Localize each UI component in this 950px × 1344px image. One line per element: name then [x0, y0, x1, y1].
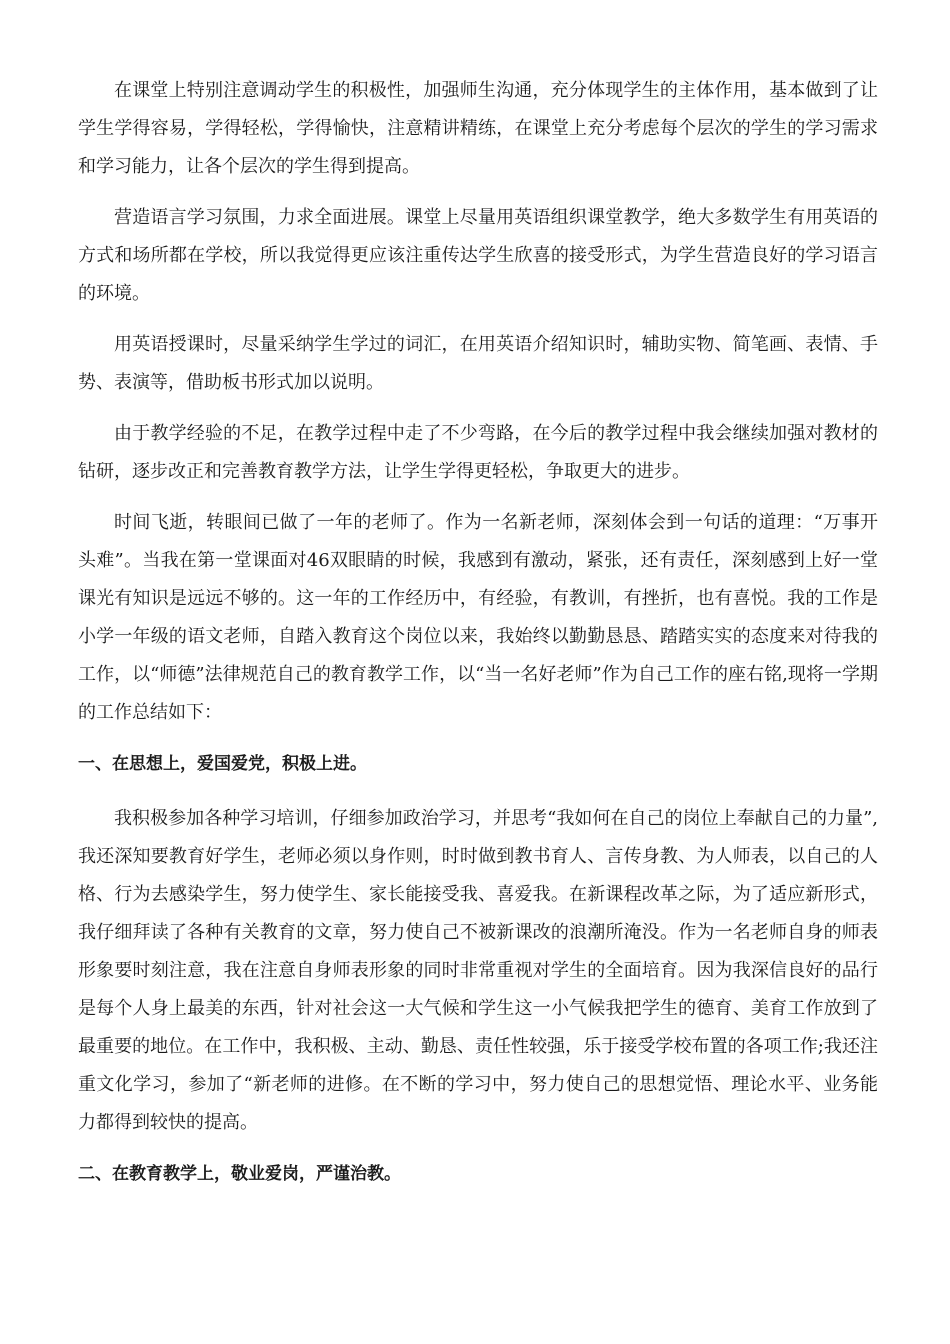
paragraph-language-atmosphere: 营造语言学习氛围，力求全面进展。课堂上尽量用英语组织课堂教学，绝大多数学生有用英语的方式和场所都在学校，所以我觉得更应该注重传达学生欣喜的接受形式，为学生营造良好的学习语言的环境。 — [78, 207, 878, 304]
paragraph-experience-shortcomings: 由于教学经验的不足，在教学过程中走了不少弯路，在今后的教学过程中我会继续加强对教材的钻研，逐步改正和完善教育教学方法，让学生学得更轻松，争取更大的进步。 — [78, 423, 878, 482]
paragraph-classroom-engagement: 在课堂上特别注意调动学生的积极性，加强师生沟通，充分体现学生的主体作用，基本做到了让学生学得容易，学得轻松，学得愉快，注意精讲精练，在课堂上充分考虑每个层次的学生的学习需求和学习能力，让各个层次的学生得到提高。 — [78, 80, 878, 177]
section-heading-ideology: 一、在思想上，爱国爱党，积极上进。 — [78, 754, 367, 774]
paragraph-ideology-details: 我积极参加各种学习培训，仔细参加政治学习，并思考“我如何在自己的岗位上奉献自己的力量”,我还深知要教育好学生，老师必须以身作则，时时做到教书育人、言传身教、为人师表，以自己的人格、行为去感染学生，努力使学生、家长能接受我、喜爱我。在新课程改革之际，为了适应新形式，我仔细拜读了各种有关教育的文章，努力使自己不被新课改的浪潮所淹没。作为一名老师自身的师表形象要时刻注意，我在注意自身师表形象的同时非常重视对学生的全面培育。因为我深信良好的品行是每个人身上最美的东西，针对社会这一大气候和学生这一小气候我把学生的德育、美育工作放到了最重要的地位。在工作中，我积极、主动、勤恳、责任性较强，乐于接受学校布置的各项工作;我还注重文化学习，参加了“新老师的进修。在不断的学习中，努力使自己的思想觉悟、理论水平、业务能力都得到较快的提高。 — [78, 808, 878, 1133]
paragraph-year-summary-intro: 时间飞逝，转眼间已做了一年的老师了。作为一名新老师，深刻体会到一句话的道理：“万事开头难”。当我在第一堂课面对46双眼睛的时候，我感到有激动，紧张，还有责任，深刻感到上好一堂课光有知识是远远不够的。这一年的工作经历中，有经验，有教训，有挫折，也有喜悦。我的工作是小学一年级的语文老师，自踏入教育这个岗位以来，我始终以勤勤恳恳、踏踏实实的态度来对待我的工作，以“师德”法律规范自己的教育教学工作，以“当一名好老师”作为自己工作的座右铭,现将一学期的工作总结如下： — [78, 512, 878, 723]
section-heading-teaching: 二、在教育教学上，敬业爱岗，严谨治教。 — [78, 1164, 401, 1184]
paragraph-english-teaching: 用英语授课时，尽量采纳学生学过的词汇，在用英语介绍知识时，辅助实物、简笔画、表情、手势、表演等，借助板书形式加以说明。 — [78, 334, 878, 393]
document-page — [78, 72, 878, 1210]
